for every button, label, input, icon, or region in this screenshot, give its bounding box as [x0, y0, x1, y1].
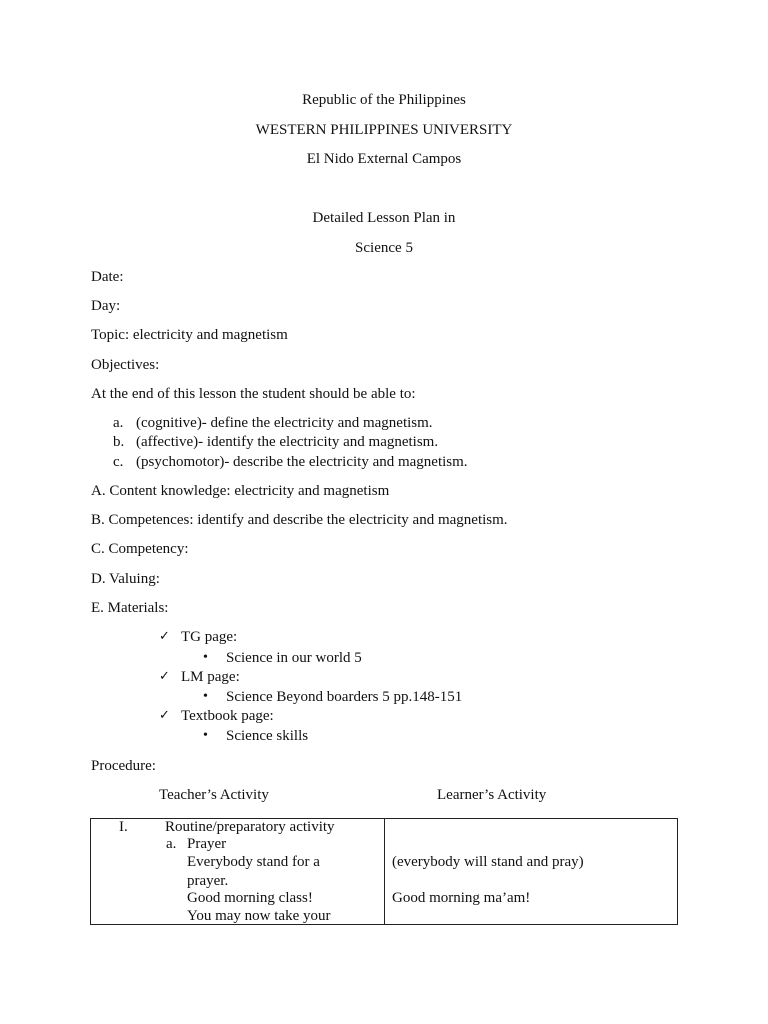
- date-field: Date:: [91, 269, 124, 285]
- learner-activity-heading: Learner’s Activity: [437, 787, 547, 803]
- objective-text: (cognitive)- define the electricity and magnetism.: [136, 415, 433, 431]
- objective-text: (affective)- identify the electricity and magnetism.: [136, 434, 439, 450]
- table-row: [91, 819, 678, 925]
- teacher-line: Everybody stand for a: [187, 854, 320, 870]
- procedure-table: [90, 818, 678, 925]
- routine-title: Routine/preparatory activity: [165, 819, 335, 835]
- learner-activity-cell: [385, 819, 678, 925]
- objective-marker: c.: [113, 454, 124, 470]
- day-field: Day:: [91, 298, 121, 314]
- roman-numeral: I.: [119, 819, 128, 835]
- section-valuing: D. Valuing:: [91, 571, 160, 587]
- procedure-heading: Procedure:: [91, 758, 156, 774]
- learner-line: (everybody will stand and pray): [392, 854, 584, 870]
- check-icon: ✓: [159, 669, 170, 684]
- teacher-line: prayer.: [187, 873, 229, 889]
- topic-field: Topic: electricity and magnetism: [91, 327, 288, 343]
- section-content-knowledge: A. Content knowledge: electricity and magnetism: [91, 483, 390, 499]
- material-label: TG page:: [181, 629, 238, 645]
- check-icon: ✓: [159, 708, 170, 723]
- teacher-activity-cell: [91, 819, 385, 925]
- teacher-line: Good morning class!: [187, 890, 313, 906]
- material-label: Textbook page:: [181, 708, 274, 724]
- document-title: Detailed Lesson Plan in: [312, 210, 456, 226]
- section-competency: C. Competency:: [91, 541, 189, 557]
- check-icon: ✓: [159, 629, 170, 644]
- document-subject: Science 5: [355, 240, 413, 256]
- sub-marker: a.: [166, 836, 177, 852]
- bullet-icon: •: [203, 728, 208, 743]
- header-university: WESTERN PHILIPPINES UNIVERSITY: [255, 122, 513, 138]
- prayer-title: Prayer: [187, 836, 227, 852]
- material-item: Science Beyond boarders 5 pp.148-151: [226, 689, 463, 705]
- section-competences: B. Competences: identify and describe the electricity and magnetism.: [91, 512, 508, 528]
- teacher-line: You may now take your: [187, 908, 331, 924]
- learner-line: Good morning ma’am!: [392, 890, 531, 906]
- material-item: Science in our world 5: [226, 650, 362, 666]
- objectives-heading: Objectives:: [91, 357, 160, 373]
- objectives-intro: At the end of this lesson the student should be able to:: [91, 386, 416, 402]
- teacher-activity-heading: Teacher’s Activity: [159, 787, 269, 803]
- section-materials: E. Materials:: [91, 600, 169, 616]
- material-item: Science skills: [226, 728, 309, 744]
- header-republic: Republic of the Philippines: [302, 92, 466, 108]
- objective-marker: a.: [113, 415, 124, 431]
- material-label: LM page:: [181, 669, 240, 685]
- header-campus: El Nido External Campos: [306, 151, 462, 167]
- bullet-icon: •: [203, 650, 208, 665]
- objective-marker: b.: [113, 434, 125, 450]
- objective-text: (psychomotor)- describe the electricity and magnetism.: [136, 454, 468, 470]
- bullet-icon: •: [203, 689, 208, 704]
